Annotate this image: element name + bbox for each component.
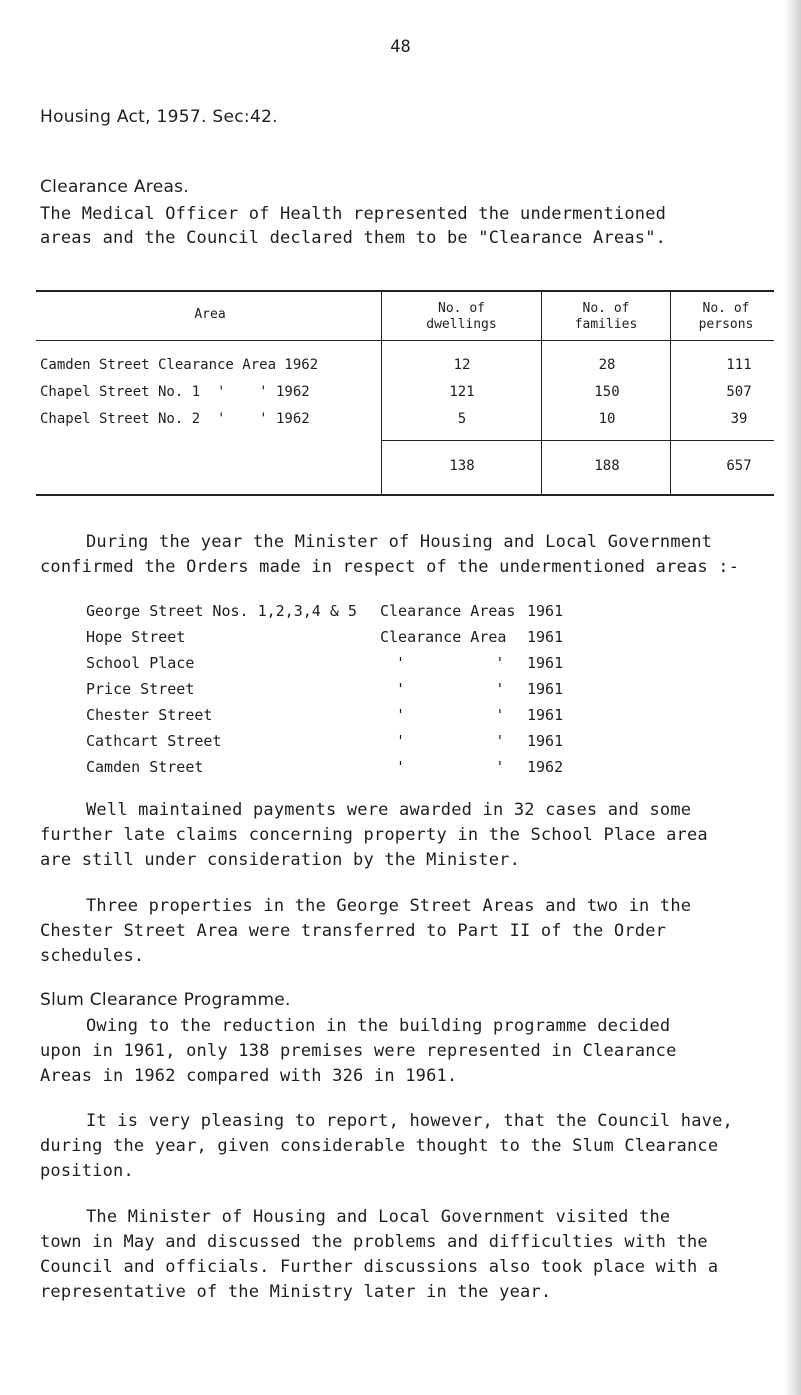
order-5-year: 1961 — [527, 706, 564, 724]
order-6-name: Cathcart Street — [86, 732, 222, 750]
order-7-name: Camden Street — [86, 758, 204, 776]
order-6-type: ' ' — [396, 732, 505, 750]
intro-line-1: The Medical Officer of Health represented the undermentioned — [40, 204, 667, 224]
row-2-persons: 507 — [726, 384, 752, 400]
pleasing-line-2: during the year, given considerable thought to the Slum Clearance — [40, 1136, 719, 1156]
row-3-persons: 39 — [730, 411, 748, 427]
total-families: 188 — [594, 458, 620, 474]
row-3-area: Chapel Street No. 2 ' ' 1962 — [40, 411, 310, 427]
row-1-persons: 111 — [726, 357, 752, 373]
order-4-year: 1961 — [527, 680, 564, 698]
order-7-year: 1962 — [527, 758, 564, 776]
order-3-year: 1961 — [527, 654, 564, 672]
page-edge-shadow — [783, 0, 801, 1395]
order-1-name: George Street Nos. 1,2,3,4 & 5 — [86, 602, 357, 620]
order-4-name: Price Street — [86, 680, 195, 698]
section-heading: Housing Act, 1957. Sec:42. — [40, 107, 278, 127]
slum-line-2: upon in 1961, only 138 premises were represented in Clearance — [40, 1041, 677, 1061]
slum-line-3: Areas in 1962 compared with 326 in 1961. — [40, 1066, 458, 1086]
order-5-name: Chester Street — [86, 706, 213, 724]
total-persons: 657 — [726, 458, 752, 474]
header-area: Area — [194, 307, 226, 322]
visit-line-3: Council and officials. Further discussions also took place with a — [40, 1257, 719, 1277]
header-persons-line-1: No. of — [702, 301, 750, 316]
order-2-name: Hope Street — [86, 628, 186, 646]
header-dwellings-line-1: No. of — [438, 301, 485, 316]
row-2-families: 150 — [594, 384, 620, 400]
row-3-families: 10 — [598, 411, 616, 427]
header-families-line-1: No. of — [582, 301, 630, 316]
row-1-dwellings: 12 — [453, 357, 471, 373]
minister-line-1: During the year the Minister of Housing and Local Government — [86, 532, 713, 552]
payments-line-3: are still under consideration by the Minister. — [40, 850, 521, 870]
order-4-type: ' ' — [396, 680, 505, 698]
visit-line-2: town in May and discussed the problems and difficulties with the — [40, 1232, 708, 1252]
order-2-type: Clearance Area — [380, 628, 507, 646]
slum-line-1: Owing to the reduction in the building programme decided — [86, 1016, 671, 1036]
order-3-name: School Place — [86, 654, 195, 672]
pleasing-line-1: It is very pleasing to report, however, that the Council have, — [86, 1111, 733, 1131]
slum-clearance-heading: Slum Clearance Programme. — [40, 990, 291, 1010]
properties-line-1: Three properties in the George Street Areas and two in the — [86, 896, 692, 916]
row-1-area: Camden Street Clearance Area 1962 — [40, 357, 319, 373]
order-7-type: ' ' — [396, 758, 505, 776]
row-1-families: 28 — [598, 357, 616, 373]
properties-line-2: Chester Street Area were transferred to Part II of the Order — [40, 921, 667, 941]
payments-line-2: further late claims concerning property in the School Place area — [40, 825, 708, 845]
row-2-area: Chapel Street No. 1 ' ' 1962 — [40, 384, 310, 400]
page-number: 48 — [390, 37, 411, 57]
table-total-rule — [381, 440, 774, 441]
total-dwellings: 138 — [449, 458, 475, 474]
minister-line-2: confirmed the Orders made in respect of the undermentioned areas :- — [40, 557, 740, 577]
order-1-type: Clearance Areas — [380, 602, 516, 620]
order-2-year: 1961 — [527, 628, 564, 646]
table-header-rule — [36, 340, 774, 341]
header-dwellings-line-2: dwellings — [426, 317, 497, 332]
intro-line-2: areas and the Council declared them to be "Clearance Areas". — [40, 228, 667, 248]
properties-line-3: schedules. — [40, 946, 145, 966]
header-families-line-2: families — [574, 317, 638, 332]
visit-line-4: representative of the Ministry later in the year. — [40, 1282, 552, 1302]
visit-line-1: The Minister of Housing and Local Government visited the — [86, 1207, 671, 1227]
row-2-dwellings: 121 — [449, 384, 475, 400]
pleasing-line-3: position. — [40, 1161, 134, 1181]
order-3-type: ' ' — [396, 654, 505, 672]
order-5-type: ' ' — [396, 706, 505, 724]
order-1-year: 1961 — [527, 602, 564, 620]
table-top-rule — [36, 290, 774, 292]
clearance-areas-heading: Clearance Areas. — [40, 177, 190, 197]
row-3-dwellings: 5 — [457, 411, 467, 427]
payments-line-1: Well maintained payments were awarded in 32 cases and some — [86, 800, 692, 820]
header-persons-line-2: persons — [698, 317, 754, 332]
table-bottom-rule — [36, 494, 774, 496]
order-6-year: 1961 — [527, 732, 564, 750]
